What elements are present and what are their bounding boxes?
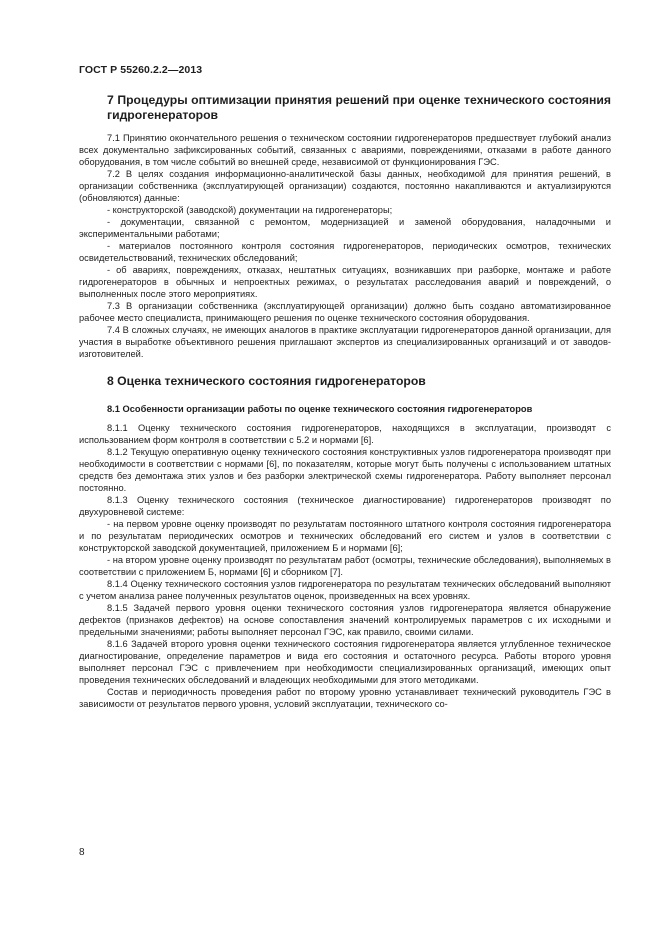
list-item-design-docs: - конструкторской (заводской) документации на гидрогенераторы; xyxy=(107,205,393,215)
paragraph-7-2: 7.2 В целях создания информационно-аналитической базы данных, необходимой для принятия решений, в организации собственника (эксплуатирующей организации) создаются, постоянно накапливаются и актуализируются (обновляются) данные: xyxy=(79,169,611,203)
subsection-8-1-title: 8.1 Особенности организации работы по оценке технического состояния гидрогенераторов xyxy=(107,404,533,414)
paragraph-7-4: 7.4 В сложных случаях, не имеющих аналогов в практике эксплуатации гидрогенераторов данной организации, для участия в выработке объективного решения приглашают экспертов из специализированных организаций и от заводов-изготовителей. xyxy=(79,325,611,359)
section-7-body xyxy=(79,132,611,360)
paragraph-7-1: 7.1 Принятию окончательного решения о техническом состоянии гидрогенераторов предшествует глубокий анализ всех документально зафиксированных событий, связанных с авариями, повреждениями, отказами в работе данного оборудования, в том числе событий во внешней среде, независимой от функционирования ГЭС. xyxy=(79,133,611,167)
list-item-repair-docs: - документации, связанной с ремонтом, модернизацией и заменой оборудования, наладочными и экспериментальными работами; xyxy=(79,217,611,239)
paragraph-8-1-2: 8.1.2 Текущую оперативную оценку технического состояния конструктивных узлов гидрогенератора производят при необходимости в соответствии с нормами [6], по показателям, которые могут быть получены с использованием штатных средств без демонтажа этих узлов и без разборки электрической схемы гидрогенератора. Работу выполняет персонал постоянно. xyxy=(79,447,611,493)
paragraph-8-1-5: 8.1.5 Задачей первого уровня оценки технического состояния узлов гидрогенератора является обнаружение дефектов (признаков дефектов) на основе сопоставления значений контролируемых параметров с их исходными и предельными значениями; работы выполняет персонал ГЭС, как правило, своими силами. xyxy=(79,603,611,637)
paragraph-8-1-6: 8.1.6 Задачей второго уровня оценки технического состояния гидрогенератора является углубленное техническое диагностирование, определение параметров и вида его состояния и остаточного ресурса. Работы второго уровня выполняет персонал ГЭС с привлечением при необходимости специализированных организаций, имеющих опыт проведения технических обследований и владеющих необходимыми для этого методиками. xyxy=(79,639,611,685)
paragraph-8-1-3: 8.1.3 Оценку технического состояния (техническое диагностирование) гидрогенераторов производят по двухуровневой системе: xyxy=(79,495,611,517)
list-item-monitoring-materials: - материалов постоянного контроля состояния гидрогенераторов, периодических осмотров, технических освидетельствований, технических обследований; xyxy=(79,241,611,263)
page-number: 8 xyxy=(79,847,85,858)
paragraph-work-scope: Состав и периодичность проведения работ по второму уровню устанавливает технический руководитель ГЭС в зависимости от результатов первого уровня, условий эксплуатации, технического со- xyxy=(79,687,611,709)
list-item-accidents: - об авариях, повреждениях, отказах, нештатных ситуациях, возникавших при разборке, монтаже и работе гидрогенераторов в обычных и непроектных режимах, о результатах расследования аварий и повреждений, о выполненных после этого мероприятиях. xyxy=(79,265,611,299)
paragraph-8-1-4: 8.1.4 Оценку технического состояния узлов гидрогенератора по результатам технических обследований выполняют с учетом анализа ранее полученных результатов оценок, произведенных на всех уровнях. xyxy=(79,579,611,601)
document-code: ГОСТ Р 55260.2.2—2013 xyxy=(79,64,203,76)
paragraph-7-3: 7.3 В организации собственника (эксплуатирующей организации) должно быть создано автоматизированное рабочее место специалиста, принимающего решения по оценке технического состояния оборудования. xyxy=(79,301,611,323)
section-8-title: 8 Оценка технического состояния гидрогенераторов xyxy=(107,374,426,388)
section-7-title: 7 Процедуры оптимизации принятия решений при оценке технического состояния гидрогенераторов xyxy=(107,93,611,122)
page-content xyxy=(79,88,611,710)
list-item-first-level: - на первом уровне оценку производят по результатам постоянного штатного контроля состояния гидрогенератора и по результатам периодических осмотров и технических обследований его систем и узлов в соответствии с конструкторской заводской документацией, приложением Б и нормами [6]; xyxy=(79,519,611,553)
section-8-body xyxy=(79,422,611,710)
list-item-second-level: - на втором уровне оценку производят по результатам работ (осмотры, технические обследования), выполняемых в соответствии с приложением Б, нормами [6] и сборником [7]. xyxy=(79,555,611,577)
paragraph-8-1-1: 8.1.1 Оценку технического состояния гидрогенераторов, находящихся в эксплуатации, производят с использованием форм контроля в соответствии с 5.2 и нормами [6]. xyxy=(79,423,611,445)
